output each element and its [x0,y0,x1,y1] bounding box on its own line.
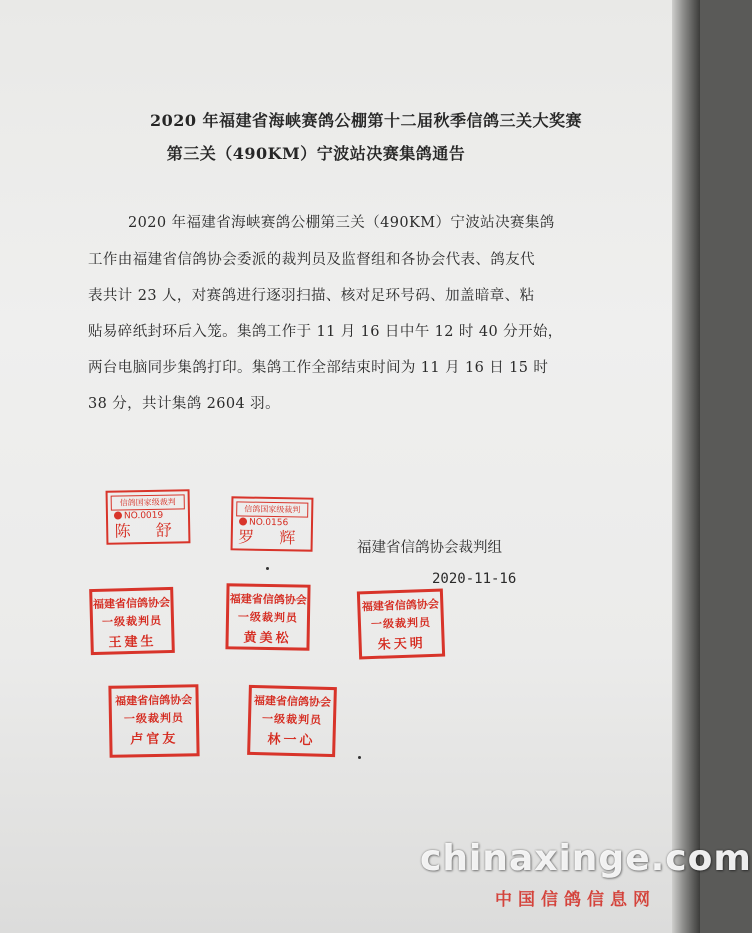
paper-speck [358,756,361,759]
stamp-name: 陈 舒 [114,520,182,541]
stamp-association: 福建省信鸽协会 [92,596,171,612]
referee-stamp [247,685,337,757]
stamp-rank: 一级裁判员 [370,615,432,632]
stamp-association: 福建省信鸽协会 [361,597,440,614]
referee-stamp [357,589,445,660]
stamp-rank: 一级裁判员 [101,614,163,629]
body-paragraph-line: 两台电脑同步集鸽打印。集鸽工作全部结束时间为 11 月 16 日 15 时 [88,360,549,376]
referee-stamp [89,587,175,655]
issuer-organization: 福建省信鸽协会裁判组 [357,540,502,556]
referee-stamp [225,583,310,650]
body-paragraph-line: 38 分，共计集鸽 2604 羽。 [88,396,280,412]
body-paragraph-line: 表共计 23 人，对赛鸽进行逐羽扫描、核对足环号码、加盖暗章、粘 [88,288,535,304]
stamp-association: 福建省信鸽协会 [229,592,307,607]
body-paragraph-line: 贴易碎纸封环后入笼。集鸽工作于 11 月 16 日中午 12 时 40 分开始， [88,324,563,340]
document-title-line2: 第三关（490KM）宁波站决赛集鸽通告 [166,144,466,163]
stamp-name: 林一心 [267,732,316,749]
stamp-name: 朱天明 [377,636,426,653]
referee-stamp [108,684,199,758]
page-edge-shadow [672,0,700,933]
stamp-header: 信鸽国家级裁判 [236,501,308,517]
watermark-site-name: 中国信鸽信息网 [495,890,656,910]
paper-speck [266,567,269,570]
document-title-line1: 2020 年福建省海峡赛鸽公棚第十二届秋季信鸽三关大奖赛 [149,111,583,130]
stamp-rank: 一级裁判员 [261,712,323,727]
stamp-name: 罗 辉 [238,527,306,548]
national-referee-stamp [106,489,191,544]
stamp-association: 福建省信鸽协会 [253,694,332,710]
stamp-name: 王建生 [108,634,157,651]
stamp-rank: 一级裁判员 [123,711,185,726]
national-referee-stamp [231,496,314,551]
stamp-rank: 一级裁判员 [237,610,299,625]
stamp-number: NO.0156 [239,517,288,528]
stamp-header: 信鸽国家级裁判 [111,494,185,510]
body-paragraph-line: 2020 年福建省海峡赛鸽公棚第三关（490KM）宁波站决赛集鸽 [128,215,555,231]
body-paragraph-line: 工作由福建省信鸽协会委派的裁判员及监督组和各协会代表、鸽友代 [88,252,535,268]
watermark-domain: chinaxinge.com [420,838,752,879]
stamp-name: 黄美松 [243,630,292,647]
stamp-association: 福建省信鸽协会 [115,693,193,708]
issue-date: 2020-11-16 [432,571,517,587]
stamp-number: NO.0019 [114,511,163,522]
stamp-name: 卢官友 [130,731,179,748]
